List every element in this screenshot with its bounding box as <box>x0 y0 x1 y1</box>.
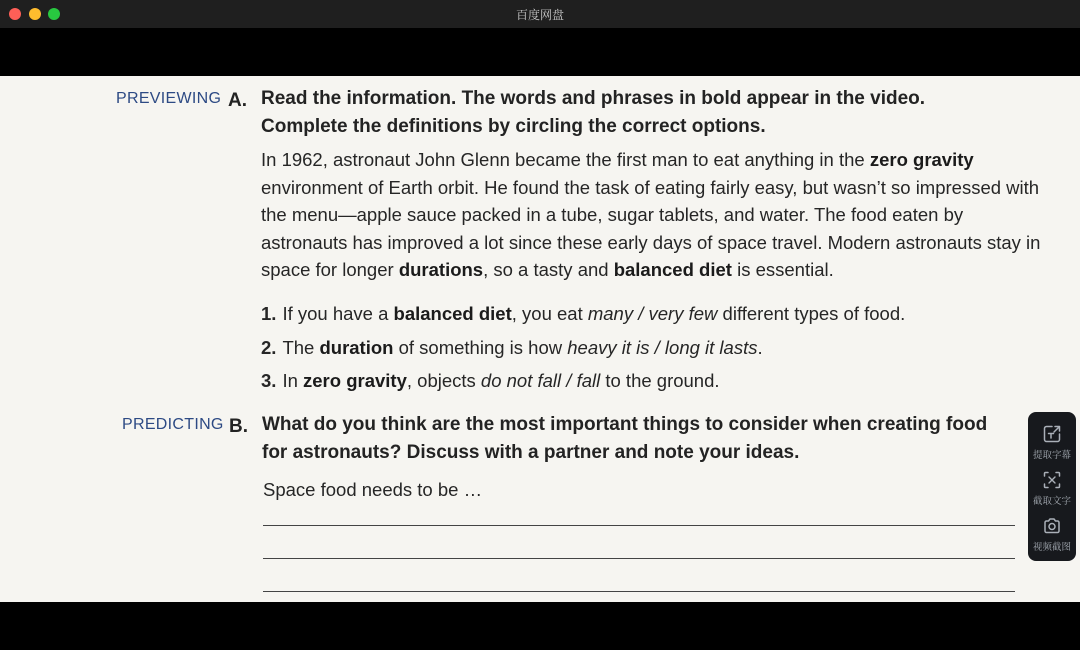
reading-paragraph: In 1962, astronaut John Glenn became the first man to eat anything in the zero gravity environment of Earth orbit. He found the task of eating fairly easy, but wasn’t so impressed with the menu—apple sauce packed in a tube, sugar tablets, and water. The food eaten by astronauts has improved a lot since these early days of space travel. Modern astronauts stay in space for longer durations, so a tasty and balanced diet is essential. <box>261 149 1041 280</box>
extract-subtitles-label: 提取字幕 <box>1032 450 1071 461</box>
term-durations: durations <box>398 259 484 280</box>
answer-line-2 <box>263 558 1015 559</box>
section-b-heading-line2: for astronauts? Discuss with a partner and note your ideas. <box>262 442 800 463</box>
section-a-heading <box>261 85 1021 141</box>
section-b-heading <box>262 411 1042 467</box>
extract-subtitles-icon <box>1042 424 1062 444</box>
previewing-label: PREVIEWING <box>116 90 222 107</box>
section-a-heading-line2: Complete the definitions by circling the correct options. <box>261 116 766 137</box>
answer-line-1 <box>263 525 1015 526</box>
extract-subtitles-button[interactable] <box>1028 424 1076 461</box>
camera-icon <box>1042 516 1062 536</box>
section-b-letter: B. <box>229 416 248 437</box>
capture-text-icon <box>1042 470 1062 490</box>
definition-item-1: 1. If you have a balanced diet, you eat many / very few different types of food. <box>261 303 906 324</box>
predicting-label: PREDICTING <box>122 416 224 433</box>
circle-options-2: heavy it is / long it lasts <box>567 337 758 358</box>
window-title: 百度网盘 <box>515 8 564 22</box>
circle-options-3: do not fall / fall <box>480 370 601 391</box>
video-player-frame[interactable] <box>0 76 1080 602</box>
section-a-heading-line1: Read the information. The words and phrases in bold appear in the video. <box>261 88 926 109</box>
section-a-letter: A. <box>228 90 247 111</box>
term-zero-gravity: zero gravity <box>869 149 974 170</box>
answer-prompt: Space food needs to be … <box>263 479 483 500</box>
definition-item-2: 2. The duration of something is how heavy it is / long it lasts. <box>261 337 763 358</box>
video-screenshot-label: 视频截图 <box>1032 542 1071 553</box>
answer-line-3 <box>263 591 1015 592</box>
video-tools-panel <box>1028 412 1076 561</box>
circle-options-1: many / very few <box>587 303 718 324</box>
term-balanced-diet: balanced diet <box>613 259 732 280</box>
capture-text-button[interactable] <box>1028 470 1076 507</box>
section-b-heading-line1: What do you think are the most important things to consider when creating food <box>262 414 988 435</box>
video-screenshot-button[interactable] <box>1028 516 1076 553</box>
definition-item-3: 3. In zero gravity, objects do not fall / fall to the ground. <box>261 370 720 391</box>
capture-text-label: 截取文字 <box>1032 496 1071 507</box>
window-titlebar <box>0 0 1080 28</box>
